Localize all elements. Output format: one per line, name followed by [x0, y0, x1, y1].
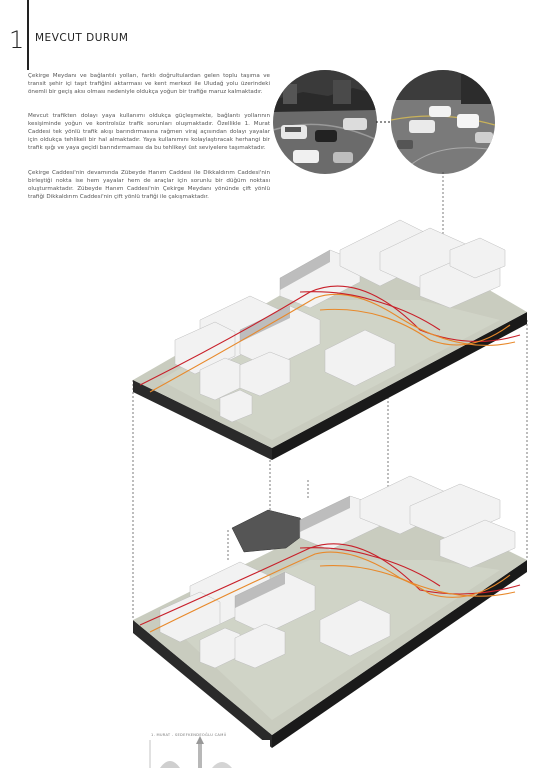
paragraph-intro: Çekirge Meydanı ve bağlantılı yolları, farklı doğrultulardan gelen toplu taşıma ve transit şehir içi taşıt trafiğini aktarması ve kent merkezi ile Uludağ yolu üzerindeki önemli bir geçiş aksı olması nedeniyle oldukça yoğun bir trafiğe maruz kalmaktadır. [28, 73, 270, 95]
mosque-inset-image [150, 736, 270, 768]
lower-site-model [133, 476, 527, 748]
page-title: MEVCUT DURUM [35, 32, 129, 44]
section-number: 1 [9, 26, 25, 54]
paragraph-junction: Çekirge Caddesi'nin devamında Zübeyde Hanım Caddesi ile Dikkaldırım Caddesi'nin birleştiği nokta ise hem yayalar hem de araçlar için sorunlu bir düğüm noktası oluşturmaktadır. Zübeyde Hanım Caddesi'nin Çekirge Meydanı yönünde çift yönlü trafiği Dikkaldırım Caddesi'nin çift yönlü trafiği ile çakışmaktadır. [28, 170, 270, 200]
inset-caption: 1. MURAT - SEDEFKENDEOĞLU CAMİİ [151, 733, 227, 737]
upper-site-model [133, 220, 527, 460]
paragraph-pedestrian: Mevcut trafikten dolayı yaya kullanımı oldukça güçleşmekte, bağlantı yollarının kesişiminde yoğun ve kontrolsüz trafik sorunları oluşmaktadır. Özellikle 1. Murat Caddesi tek yönlü trafik akışı barındırmasına rağmen viraj açısından dolayı yayalar için oldukça tehlikeli bir hal almaktadır. Yaya kullanımını kolaylaştıracak herhangi bir trafik ışığı ve yaya geçidi barındırmaması da bu tehlikeyi üst seviyelere taşımaktadır. [28, 113, 270, 151]
